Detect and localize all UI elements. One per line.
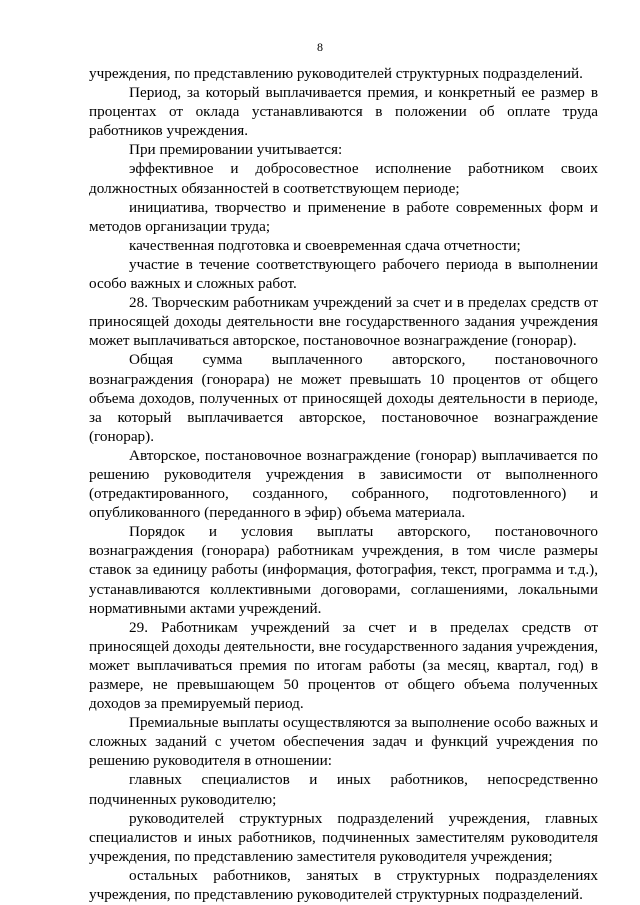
paragraph: руководителей структурных подразделений учреждения, главных специалистов и иных работников, подчиненных заместителям руководителя учреждения, по представлению заместителя руководителя учреждения; [89,809,598,865]
paragraph: 29. Работникам учреждений за счет и в пределах средств от приносящей доходы деятельности, вне государственного задания учреждения, может выплачиваться премия по итогам работы (за месяц, квартал, год) в размере, не превышающем 50 процентов от общего объема полученных доходов за премируемый период. [89,618,598,713]
paragraph: качественная подготовка и своевременная сдача отчетности; [129,236,521,254]
paragraph: остальных работников, занятых в структурных подразделениях учреждения, по представлению руководителей структурных подразделений. [89,866,598,904]
paragraph: Период, за который выплачивается премия, и конкретный ее размер в процентах от оклада устанавливаются в положении об оплате труда работников учреждения. [89,84,598,140]
paragraph: Премиальные выплаты осуществляются за выполнение особо важных и сложных заданий с учетом обеспечения задач и функций учреждения по решению руководителя в отношении: [89,714,598,770]
paragraph: главных специалистов и иных работников, непосредственно подчиненных руководителю; [89,771,598,808]
paragraph: Порядок и условия выплаты авторского, постановочного вознаграждения (гонорара) работникам учреждения, в том числе размеры ставок за единицу работы (информация, фотография, текст, программа и т.д.), устанавливаются коллективными договорами, соглашениями, локальными нормативными актами учреждений. [89,523,598,617]
page-number: 8 [317,40,323,54]
paragraph: участие в течение соответствующего рабочего периода в выполнении особо важных и сложных работ. [89,255,598,293]
paragraph: учреждения, по представлению руководителей структурных подразделений. [89,65,583,82]
document-body [89,64,598,904]
paragraph: 28. Творческим работникам учреждений за счет и в пределах средств от приносящей доходы деятельности вне государственного задания учреждения может выплачиваться авторское, постановочное вознаграждение (гонорар). [89,294,598,350]
paragraph: Авторское, постановочное вознаграждение (гонорар) выплачивается по решению руководителя учреждения в зависимости от выполненного (отредактированного, созданного, собранного, подготовленного) и опубликованного (переданного в эфир) объема материала. [89,446,598,522]
paragraph: Общая сумма выплаченного авторского, постановочного вознаграждения (гонорара) не может превышать 10 процентов от общего объема доходов, полученных от приносящей доходы деятельности в периоде, за который выплачивается авторское, постановочное вознаграждение (гонорар). [89,351,598,445]
paragraph: При премировании учитывается: [129,141,343,159]
paragraph: инициатива, творчество и применение в работе современных форм и методов организации труда; [89,198,598,235]
paragraph: эффективное и добросовестное исполнение работником своих должностных обязанностей в соответствующем периоде; [89,160,598,197]
